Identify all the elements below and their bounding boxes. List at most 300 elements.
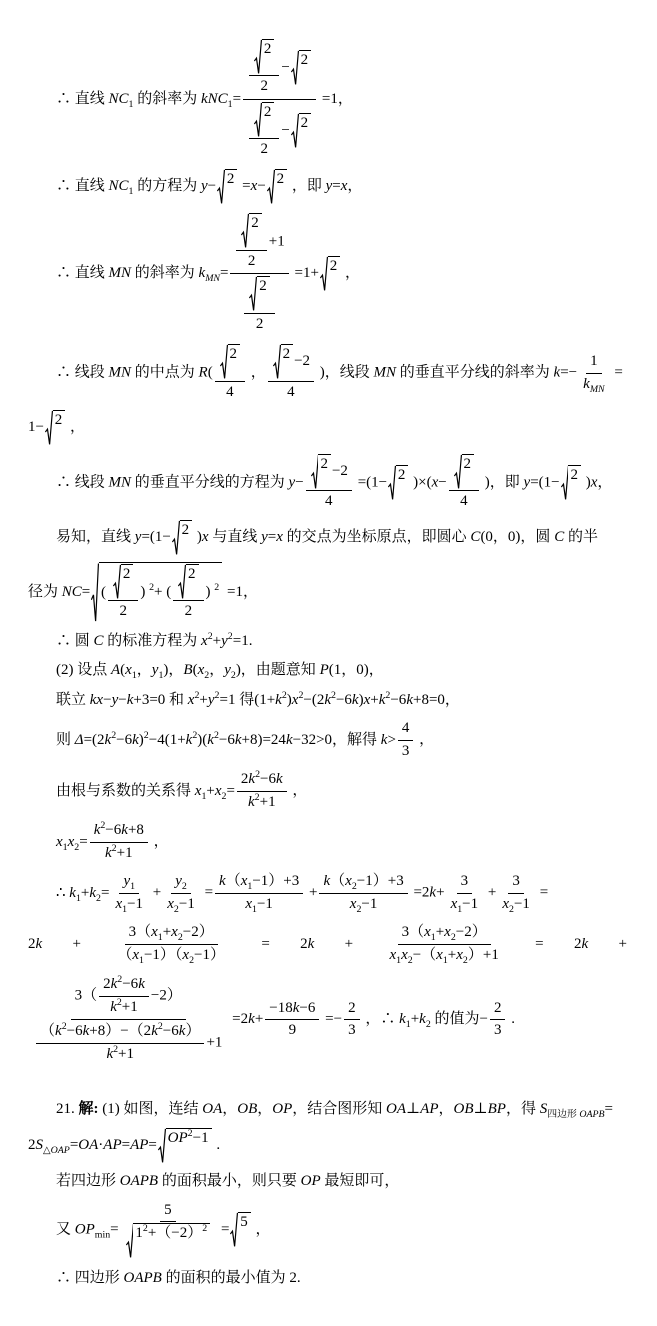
fraction xyxy=(121,1201,216,1259)
fraction-numerator xyxy=(244,276,274,313)
radicand xyxy=(238,1212,251,1247)
line-q21-solution xyxy=(28,1098,633,1121)
fraction xyxy=(236,213,266,271)
fraction-denominator xyxy=(385,945,502,966)
text-run: + xyxy=(344,936,354,953)
text-run: −2 xyxy=(331,462,348,479)
fraction xyxy=(237,770,287,812)
fraction xyxy=(108,564,138,622)
text-run: 2 xyxy=(463,455,472,472)
text-run: 联立 kx−y−k+3=0 和 $x^2+y^2=1$ 得$(1+k^2)x^2-(2k^2-6k)x+k^2-6k+8=0$， xyxy=(56,689,460,708)
text-run: ∴ $k_1+k_2=$ xyxy=(56,884,110,904)
text-run: 5 xyxy=(164,1201,172,1218)
subscript xyxy=(547,1109,604,1120)
radicand xyxy=(249,213,262,248)
text-run: )，即 y=(1− xyxy=(481,473,560,490)
radical xyxy=(158,1128,212,1163)
radical-sign-icon xyxy=(113,564,121,599)
radicand xyxy=(257,276,270,311)
radical-sign-icon xyxy=(220,344,228,379)
text-run: =1， xyxy=(318,90,353,107)
text-run: 9 xyxy=(288,1022,297,1039)
text-run: ， xyxy=(247,364,266,381)
radical-sign-icon xyxy=(158,1128,166,1163)
text-run: 4 xyxy=(401,720,410,737)
text-run: = xyxy=(220,265,229,282)
text-run: 2 xyxy=(119,603,127,620)
text-run: 2 xyxy=(251,215,259,232)
text-run: ( xyxy=(101,584,107,601)
fraction xyxy=(385,923,502,965)
line-nc1-slope xyxy=(28,37,633,162)
radicand xyxy=(318,454,331,489)
text-run: = xyxy=(604,1101,614,1118)
radicand xyxy=(99,562,222,623)
text-run: ∴ 圆 C 的标准方程为 $x^2+y^2=1$. xyxy=(56,630,253,649)
line-q21-opmin xyxy=(28,1200,633,1260)
text-run: −18k−6 xyxy=(269,999,316,1016)
fraction-denominator xyxy=(285,1020,301,1041)
line-q21-min-condition xyxy=(28,1170,633,1193)
radical xyxy=(561,465,581,500)
text-run: +1 xyxy=(268,233,285,250)
text-run: $x_1-1$ xyxy=(450,895,479,915)
fraction-numerator xyxy=(173,564,203,601)
radicand xyxy=(328,256,341,291)
fraction xyxy=(268,344,314,402)
fraction xyxy=(113,923,229,965)
radical-sign-icon xyxy=(178,564,186,599)
radical xyxy=(241,213,261,248)
radical-sign-icon xyxy=(91,562,99,623)
radical xyxy=(291,113,311,148)
text-run: 2 xyxy=(329,258,338,275)
fraction-numerator xyxy=(230,212,288,274)
text-run: =x− xyxy=(238,178,266,195)
fraction-numerator xyxy=(490,999,506,1021)
fraction xyxy=(90,821,148,863)
fraction-numerator xyxy=(90,821,148,843)
text-run: ， xyxy=(288,782,308,799)
text-run: MN xyxy=(205,273,221,285)
radical xyxy=(91,562,222,623)
text-run: $1^2+(-2)^2$ xyxy=(135,1223,208,1242)
text-run: ， xyxy=(415,731,435,748)
text-run: $k(x_2-1)+3$ xyxy=(323,873,404,893)
fraction-numerator xyxy=(398,719,414,741)
fraction xyxy=(111,872,147,914)
text-run: = xyxy=(200,884,214,901)
text-run: =2k+ xyxy=(228,1011,264,1028)
line-system-equations xyxy=(28,689,633,712)
text-run: 径为 NC= xyxy=(28,583,91,600)
radical xyxy=(267,169,287,204)
radical xyxy=(454,454,474,489)
text-run: = xyxy=(110,1221,119,1238)
fraction xyxy=(306,454,352,512)
fraction-numerator xyxy=(171,872,191,894)
fraction xyxy=(498,872,534,914)
line-circle-equation xyxy=(28,630,633,653)
text-run: 2 xyxy=(184,603,193,620)
text-run: ∴ 线段 MN 的中点为 R( xyxy=(56,364,213,381)
radical-sign-icon xyxy=(454,454,462,489)
text-run: 5 xyxy=(240,1214,248,1231)
fraction-denominator xyxy=(102,1044,138,1065)
fraction-numerator xyxy=(125,923,218,945)
text-run: 2k xyxy=(573,936,589,953)
text-run: 4 xyxy=(325,493,333,509)
expression-group xyxy=(574,933,588,956)
text-run: 4 xyxy=(287,383,295,400)
line-nc1-equation xyxy=(28,169,633,204)
text-run: + xyxy=(305,884,318,901)
text-run: + xyxy=(484,884,497,901)
fraction-numerator xyxy=(449,454,479,491)
subscript xyxy=(95,1229,110,1240)
fraction-denominator xyxy=(344,1020,360,1041)
fraction-numerator xyxy=(243,38,316,100)
radical xyxy=(178,564,198,599)
text-run: ∴ 直线 $NC_1$ 的斜率为 kNC$_1$= xyxy=(56,90,242,110)
fraction-denominator xyxy=(256,139,272,160)
text-run: 2 xyxy=(54,412,63,429)
fraction-numerator xyxy=(99,975,149,997)
text-run: )×(x− xyxy=(409,473,447,490)
text-run: 2 xyxy=(260,78,268,95)
fraction-denominator xyxy=(252,314,268,335)
fraction-numerator xyxy=(319,872,407,894)
text-run: + xyxy=(618,936,627,953)
text-run: $k^2+1$ xyxy=(110,996,138,1015)
radical xyxy=(45,410,65,445)
text-run: $3(x_1+x_2-2)$ xyxy=(128,924,214,944)
text-run: $x_2-1$ xyxy=(349,895,378,915)
fraction-numerator xyxy=(215,872,303,894)
fraction-denominator xyxy=(241,894,277,915)
text-run: 3（ xyxy=(74,987,98,1004)
text-run: 2 xyxy=(263,103,272,120)
fraction xyxy=(215,872,303,914)
text-run: . xyxy=(212,1137,221,1154)
radical-sign-icon xyxy=(320,256,328,291)
text-run: ，∴ $k_1+k_2$ 的值为− xyxy=(361,1011,488,1031)
radical xyxy=(254,102,274,137)
radicand xyxy=(299,50,312,85)
expression-group xyxy=(28,933,42,956)
text-run: 3 xyxy=(460,873,469,890)
fraction-denominator xyxy=(579,374,608,395)
fraction-denominator xyxy=(113,945,229,966)
radical-sign-icon xyxy=(291,50,299,85)
text-run: ∴ 直线 $NC_1$ 的方程为 y− xyxy=(56,178,217,198)
line-radius-nc xyxy=(28,562,633,623)
text-run: 2 xyxy=(122,565,131,582)
fraction-denominator xyxy=(181,601,197,622)
text-run: 2 xyxy=(348,999,356,1016)
radicand xyxy=(299,113,312,148)
line-q21-area xyxy=(28,1128,633,1163)
text-run: $k^2+1$ xyxy=(105,842,133,861)
radical-sign-icon xyxy=(230,1212,238,1247)
text-run: ∴ 直线 MN 的斜率为 k xyxy=(56,265,206,282)
fraction-denominator xyxy=(115,601,131,622)
text-run: 由根与系数的关系得 $x_1+x_2=$ xyxy=(56,782,235,802)
text-run: . xyxy=(507,1011,515,1028)
radicand xyxy=(186,564,199,599)
text-run: $3(x_1+x_2-2)$ xyxy=(401,924,487,944)
text-run: ) $^2$ xyxy=(205,582,220,601)
fraction-numerator xyxy=(36,1022,204,1044)
fraction-numerator xyxy=(236,213,266,250)
fraction-numerator xyxy=(249,102,279,139)
radical xyxy=(220,344,240,379)
text-run: ， xyxy=(251,1221,271,1238)
expression-group xyxy=(535,933,543,956)
document-content xyxy=(28,37,633,1289)
radical-sign-icon xyxy=(561,465,569,500)
text-run: − xyxy=(281,122,290,139)
line-q21-answer xyxy=(28,1267,633,1290)
radicand xyxy=(262,102,275,137)
radicand xyxy=(228,344,241,379)
text-run: −2） xyxy=(150,987,182,1004)
text-run: $x_2-1$ xyxy=(502,895,530,915)
radical xyxy=(249,276,269,311)
text-run: = xyxy=(217,1221,230,1238)
fraction-denominator xyxy=(163,894,199,915)
fraction-numerator xyxy=(249,39,279,76)
text-run: $(x_1-1)(x_2-1)$ xyxy=(117,946,225,966)
fraction xyxy=(579,352,608,394)
text-run: −2 xyxy=(294,353,311,370)
fraction-denominator xyxy=(101,843,137,864)
text-run: ∴ 四边形 OAPB 的面积的最小值为 2. xyxy=(56,1269,301,1286)
line-k1k2-result xyxy=(28,973,633,1066)
text-run: )x 与直线 y=x 的交点为坐标原点，即圆心 C(0，0)，圆 C 的半 xyxy=(193,528,598,545)
radical xyxy=(320,256,340,291)
radical xyxy=(113,564,133,599)
text-run: 3 xyxy=(348,1022,356,1039)
radicand xyxy=(275,169,288,204)
text-run: ， xyxy=(149,833,169,850)
radical-sign-icon xyxy=(273,344,281,379)
fraction xyxy=(398,719,414,761)
fraction-denominator xyxy=(111,894,147,915)
subscript xyxy=(205,273,220,284)
text-run: (1) 如图，连结 OA，OB，OP，结合图形知 OA⊥AP，OB⊥BP，得 S xyxy=(98,1101,548,1118)
fraction-numerator xyxy=(398,923,491,945)
text-run: 2 xyxy=(247,252,256,269)
fraction-denominator xyxy=(243,100,316,161)
text-run: 2 xyxy=(260,141,268,158)
text-run: 2k xyxy=(28,936,43,953)
fraction-numerator xyxy=(586,352,602,374)
fraction-denominator xyxy=(346,894,382,915)
radical xyxy=(217,169,237,204)
text-run: 2 xyxy=(300,52,309,69)
radical xyxy=(388,465,408,500)
radicand xyxy=(180,520,193,555)
text-run: $y_1$ xyxy=(123,873,136,893)
text-run: k xyxy=(583,375,590,392)
text-run: 2 xyxy=(263,41,272,57)
text-run: ， xyxy=(66,419,86,436)
text-run: 2S xyxy=(28,1137,43,1154)
expression-group xyxy=(383,922,504,966)
radical-sign-icon xyxy=(249,276,257,311)
text-run: +1 xyxy=(206,1034,223,1051)
text-run: 2 xyxy=(255,315,264,332)
text-run: 21. xyxy=(56,1101,79,1118)
expression-group xyxy=(300,933,314,956)
text-run: $(k^2-6k+8)-(2k^2-6k)$ xyxy=(40,1021,201,1040)
radicand xyxy=(166,1128,212,1163)
fraction-denominator xyxy=(121,1222,216,1258)
radical-sign-icon xyxy=(254,39,262,74)
fraction-numerator xyxy=(119,872,139,894)
text-run: + xyxy=(149,884,162,901)
text-run: 4 xyxy=(226,383,234,400)
fraction xyxy=(249,102,279,160)
radicand xyxy=(568,465,581,500)
radical-sign-icon xyxy=(172,520,180,555)
text-run: $x_2-1$ xyxy=(167,895,195,915)
text-run: min xyxy=(94,1229,111,1241)
radical-sign-icon xyxy=(267,169,275,204)
fraction-numerator xyxy=(457,872,473,894)
text-run: 1− xyxy=(28,419,44,436)
line-discriminant xyxy=(28,718,633,762)
line-k1k2-simplify xyxy=(28,922,633,966)
text-run: 则 $\Delta=(2k^2-6k)^2-4(1+k^2)(k^2-6k+8)=24k-32>0$，解得 k> xyxy=(56,729,396,748)
text-run: 2 xyxy=(259,278,267,295)
radicand xyxy=(121,564,134,599)
text-run: $x_1-1$ xyxy=(245,895,273,915)
line-k1k2-expansion xyxy=(28,871,633,915)
fraction xyxy=(244,276,274,334)
text-run: $OP^2-1$ xyxy=(167,1127,209,1146)
fraction-denominator xyxy=(447,894,483,915)
text-run: 2 xyxy=(300,115,309,132)
radical xyxy=(291,50,311,85)
text-run: 2k xyxy=(300,936,315,953)
fraction-denominator xyxy=(256,76,272,97)
text-run: △OAP xyxy=(43,1145,70,1157)
fraction-denominator xyxy=(222,382,238,403)
line-mn-midpoint xyxy=(28,343,633,403)
radical xyxy=(311,454,331,489)
text-run: 3 xyxy=(512,873,520,890)
line-vieta-sum xyxy=(28,769,633,813)
text-run: 2 xyxy=(282,346,291,363)
text-run: 四边形 OAPB xyxy=(547,1109,605,1121)
expression-group xyxy=(261,933,269,956)
radical-sign-icon xyxy=(291,113,299,148)
text-run: =OA·AP=AP= xyxy=(69,1137,157,1154)
fraction-denominator xyxy=(106,997,142,1018)
radicand xyxy=(396,465,409,500)
fraction-denominator xyxy=(321,491,337,512)
text-run: $x_1x_2=$ xyxy=(56,833,88,853)
subscript xyxy=(43,1145,70,1156)
text-run: $k^2-6k+8$ xyxy=(93,820,144,839)
fraction-numerator xyxy=(160,1201,176,1223)
fraction xyxy=(319,872,407,914)
text-run: =(1− xyxy=(353,473,388,490)
radical xyxy=(273,344,293,379)
fraction-numerator xyxy=(344,999,360,1021)
text-run: $2k^2-6k$ xyxy=(103,974,145,993)
line-vieta-product xyxy=(28,820,633,864)
text-run: ) $^2$+ ( xyxy=(140,582,172,601)
fraction-denominator xyxy=(456,491,472,512)
radical xyxy=(230,1212,250,1247)
fraction xyxy=(36,1022,204,1064)
fraction xyxy=(447,872,483,914)
text-run: =1， xyxy=(223,583,258,600)
radical-sign-icon xyxy=(388,465,396,500)
text-run: 2 xyxy=(276,170,285,187)
fraction-numerator xyxy=(108,564,138,601)
fraction xyxy=(215,344,245,402)
text-run: 4 xyxy=(460,493,468,509)
text-run: =1+ xyxy=(290,265,319,282)
text-run: $k^2+1$ xyxy=(106,1043,135,1062)
text-run: =2k+ xyxy=(409,884,445,901)
fraction-denominator xyxy=(283,382,299,403)
fraction xyxy=(249,39,279,97)
text-run: (2) 设点 $A(x_1$，$y_1$)，$B(x_2$，$y_2$)，由题意知 P(1，0)， xyxy=(56,662,384,682)
text-run: $k(x_1-1)+3$ xyxy=(219,873,300,893)
text-run: 2 xyxy=(181,521,190,538)
text-run: = xyxy=(610,364,623,381)
fraction xyxy=(163,872,199,914)
text-run: 若四边形 OAPB 的面积最小，则只要 OP 最短即可， xyxy=(56,1173,400,1190)
line-mn-slope xyxy=(28,211,633,336)
subscript xyxy=(590,384,605,395)
text-run: 易知，直线 y=(1− xyxy=(56,528,171,545)
radical-sign-icon xyxy=(254,102,262,137)
text-run: =− xyxy=(321,1011,343,1028)
text-run: $x_1-1$ xyxy=(115,895,144,915)
fraction xyxy=(449,454,479,512)
radicand xyxy=(462,454,475,489)
text-run: 解: xyxy=(78,1101,99,1118)
fraction-numerator xyxy=(215,344,245,381)
fraction xyxy=(344,999,360,1041)
text-run: 2 xyxy=(493,999,502,1016)
text-run: )，线段 MN 的垂直平分线的斜率为 k=− xyxy=(316,364,578,381)
text-run: )x， xyxy=(581,473,613,490)
radical xyxy=(126,1223,211,1258)
text-run: 2 xyxy=(570,466,578,483)
fraction-denominator xyxy=(490,1020,506,1041)
text-run: 2 xyxy=(226,170,235,187)
line-mn-bisector-equation xyxy=(28,453,633,513)
text-run: ∴ 线段 MN 的垂直平分线的方程为 y− xyxy=(56,473,304,490)
expression-group xyxy=(111,922,231,966)
fraction xyxy=(173,564,203,622)
text-run: 2 xyxy=(320,455,328,472)
text-run: 2 xyxy=(188,565,196,582)
text-run: ，即 y=x， xyxy=(288,178,363,195)
line-part2-setup xyxy=(28,659,633,682)
fraction-denominator xyxy=(498,894,534,915)
line-mn-midpoint-cont xyxy=(28,410,633,445)
radicand xyxy=(53,410,66,445)
fraction-numerator xyxy=(71,974,186,1020)
